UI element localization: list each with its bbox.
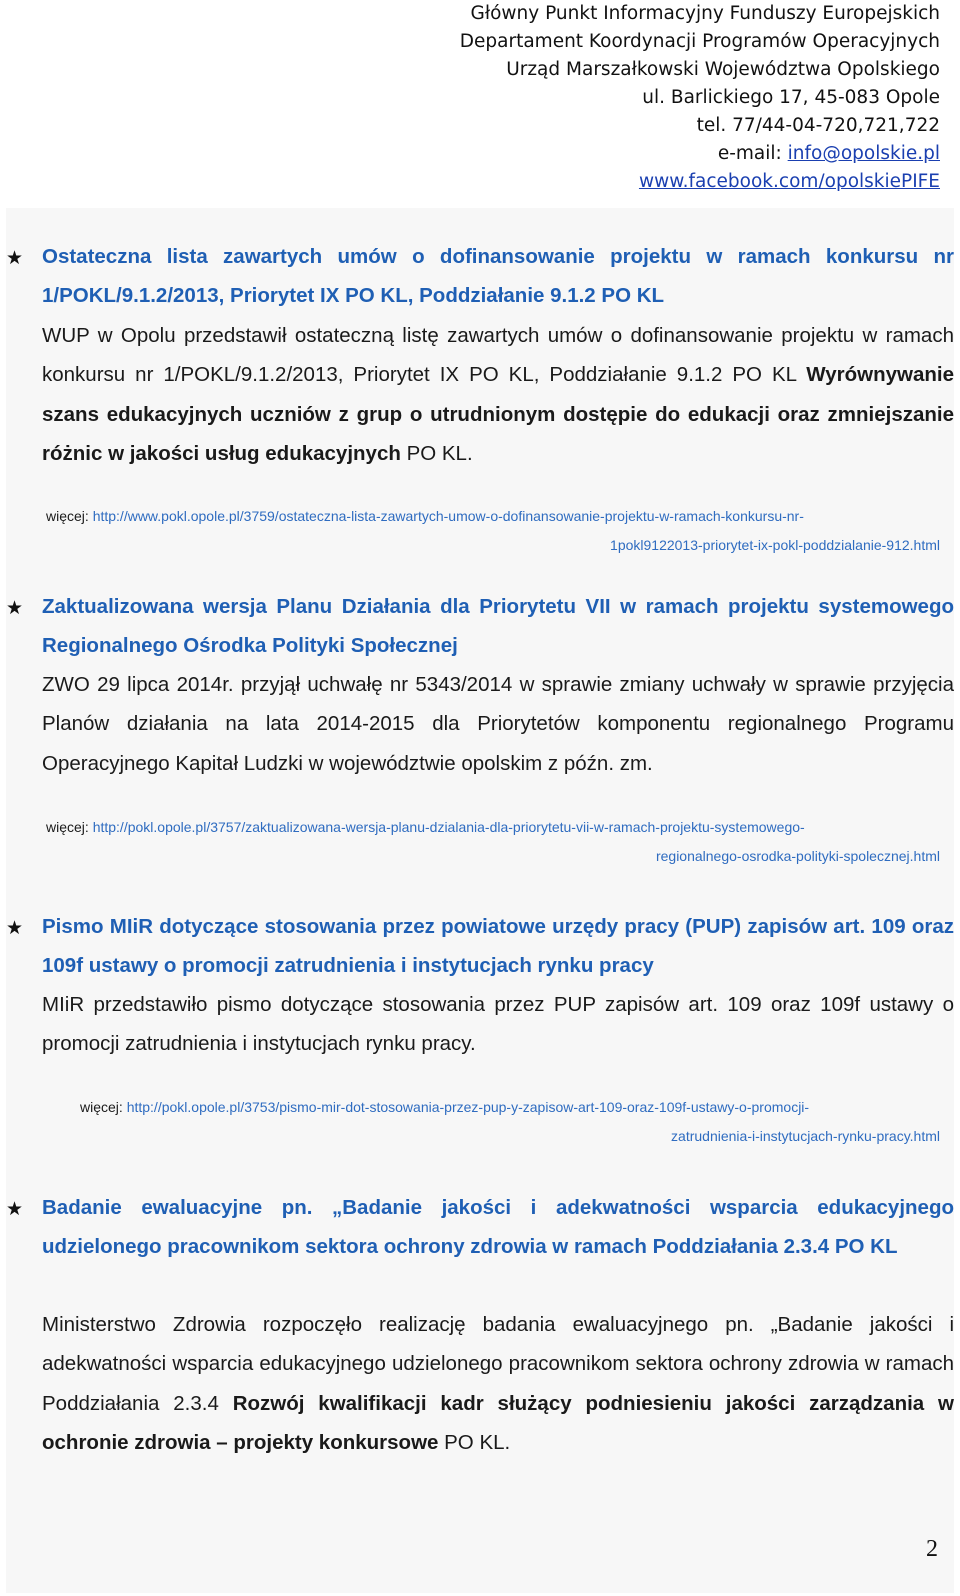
news-body-1 (42, 316, 954, 473)
email-link[interactable]: info@opolskie.pl (787, 143, 940, 164)
header-line-department: Departament Koordynacji Programów Operacyjnych (459, 31, 940, 52)
more-link-1-part-1[interactable]: http://www.pokl.opole.pl/3759/ostateczna-lista-zawartych-umow-o-dofinansowanie-projektu-w-ramach-konkursu-nr- (92, 508, 804, 524)
star-bullet-icon: ★ (6, 598, 24, 619)
email-label: e-mail: (717, 143, 788, 164)
news-body-1-tail: PO KL. (400, 441, 473, 465)
more-link-3-part-2[interactable]: zatrudnienia-i-instytucjach-rynku-pracy.html (671, 1128, 940, 1144)
news-body-4-tail: PO KL. (438, 1430, 511, 1454)
page-number: 2 (926, 1536, 938, 1562)
news-title-3[interactable]: Pismo MIiR dotyczące stosowania przez powiatowe urzędy pracy (PUP) zapisów art. 109 oraz 109f ustawy o promocji zatrudnienia i instytucjach rynku pracy (42, 915, 954, 978)
more-link-2-part-1[interactable]: http://pokl.opole.pl/3757/zaktualizowana-wersja-planu-dzialania-dla-priorytetu-vii-w-ramach-projektu-systemowego- (92, 819, 805, 835)
header-line-phone: tel. 77/44-04-720,721,722 (696, 115, 940, 136)
star-bullet-icon: ★ (6, 918, 24, 939)
news-body-2: ZWO 29 lipca 2014r. przyjął uchwałę nr 5343/2014 w sprawie zmiany uchwały w sprawie przyjęcia Planów działania na lata 2014-2015 dla Priorytetów komponentu regionalnego Programu Operacyjnego Kapitał Ludzki w województwie opolskim z późn. zm. (42, 673, 954, 775)
header-line-address: ul. Barlickiego 17, 45-083 Opole (642, 87, 940, 108)
news-body-4 (42, 1305, 954, 1462)
page-header (460, 0, 940, 196)
facebook-link[interactable]: www.facebook.com/opolskiePIFE (638, 171, 940, 192)
header-line-facebook (460, 168, 940, 196)
more-link-1-part-2[interactable]: 1pokl9122013-priorytet-ix-pokl-poddzialanie-912.html (610, 537, 940, 553)
news-title-1[interactable]: Ostateczna lista zawartych umów o dofinansowanie projektu w ramach konkursu nr 1/POKL/9.1.2/2013, Priorytet IX PO KL, Poddziałanie 9.1.2 PO KL (42, 245, 954, 308)
more-label: więcej: (46, 508, 93, 524)
news-body-1-bold: Wyrównywanie szans edukacyjnych uczniów z grup o utrudnionym dostępie do edukacji oraz zmniejszanie różnic w jakości usług edukacyjnych (42, 363, 954, 465)
header-line-email (460, 140, 940, 168)
more-link-block-3 (80, 1093, 940, 1151)
news-title-2[interactable]: Zaktualizowana wersja Planu Działania dla Priorytetu VII w ramach projektu systemowego Regionalnego Ośrodka Polityki Społecznej (42, 595, 954, 658)
news-title-4[interactable]: Badanie ewaluacyjne pn. „Badanie jakości i adekwatności wsparcia edukacyjnego udzielonego pracownikom sektora ochrony zdrowia w ramach Poddziałania 2.3.4 PO KL (42, 1196, 954, 1259)
more-link-3-part-1[interactable]: http://pokl.opole.pl/3753/pismo-mir-dot-stosowania-przez-pup-y-zapisow-art-109-oraz-109f-ustawy-o-promocji- (126, 1099, 810, 1115)
header-line-institution: Główny Punkt Informacyjny Funduszy Europejskich (470, 3, 940, 24)
news-body-1-text: WUP w Opolu przedstawił ostateczną listę zawartych umów o dofinansowanie projektu w ramach konkursu nr 1/POKL/9.1.2/2013, Priorytet IX PO KL, Poddziałanie 9.1.2 PO KL (42, 324, 954, 387)
more-label: więcej: (80, 1099, 127, 1115)
news-body-3: MIiR przedstawiło pismo dotyczące stosowania przez PUP zapisów art. 109 oraz 109f ustawy o promocji zatrudnienia i instytucjach rynku pracy. (42, 993, 954, 1056)
news-body-4-text: Ministerstwo Zdrowia rozpoczęło realizację badania ewaluacyjnego pn. „Badanie jakości i adekwatności wsparcia edukacyjnego udzielonego pracownikom sektora ochrony zdrowia w ramach Poddziałania 2.3.4 (42, 1313, 954, 1415)
star-bullet-icon: ★ (6, 248, 24, 269)
news-body-4-bold: Rozwój kwalifikacji kadr służący podniesieniu jakości zarządzania w ochronie zdrowia – projekty konkursowe (42, 1391, 954, 1454)
more-link-block-2 (46, 813, 940, 871)
more-link-block-1 (46, 502, 940, 560)
more-label: więcej: (46, 819, 93, 835)
star-bullet-icon: ★ (6, 1199, 24, 1220)
more-link-2-part-2[interactable]: regionalnego-osrodka-polityki-spolecznej.html (655, 848, 940, 864)
header-line-office: Urząd Marszałkowski Województwa Opolskiego (506, 59, 940, 80)
